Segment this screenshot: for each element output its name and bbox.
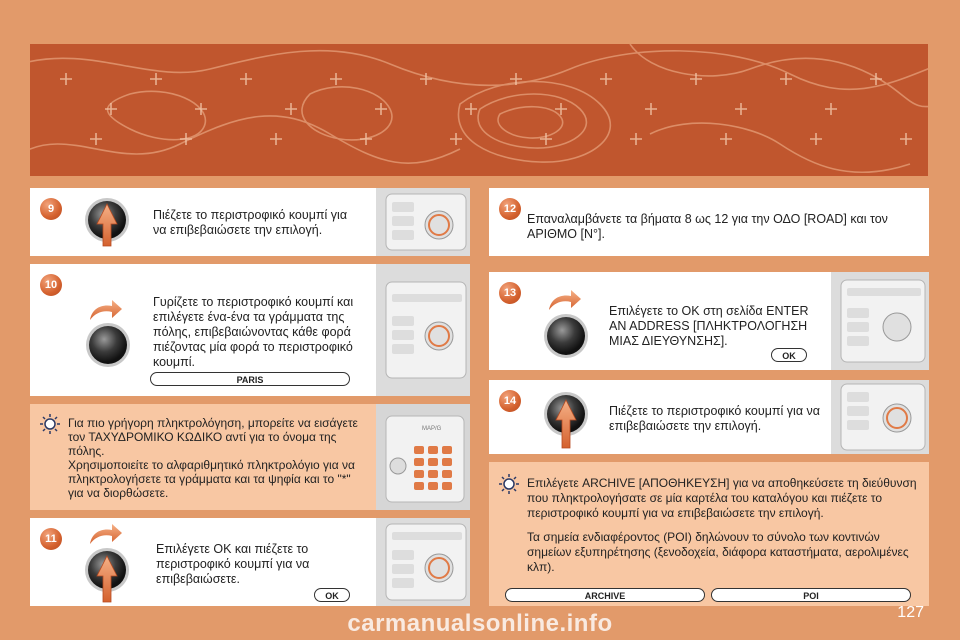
tip-text: Για πιο γρήγορη πληκτρολόγηση, μπορείτε να εισάγετε τον ΤΑΧΥΔΡΟΜΙΚΟ ΚΩΔΙΚΟ αντί για το όνομα της πόλης. Χρησιμοποιείτε το αλφαριθμητικό πληκτρολόγιο για να πληκτρολογήσετε τα γράμματα και τα ψηφία και το "*" για να διορθώσετε. <box>68 416 358 500</box>
tip-card-archive <box>489 462 929 606</box>
radio-panel-illustration <box>831 272 929 370</box>
push-knob-icon <box>80 544 134 606</box>
step-text: Πιέζετε το περιστροφικό κουμπί για να επιβεβαιώσετε την επιλογή. <box>153 208 348 237</box>
step-text: Επαναλαμβάνετε τα βήματα 8 ως 12 για την ΟΔΟ [ROAD] και τον ΑΡΙΘΜΟ [N°]. <box>527 212 888 241</box>
keypad-illustration <box>376 404 470 510</box>
tip-card-postcode <box>30 404 470 510</box>
watermark-text: carmanualsonline.info <box>347 610 613 637</box>
step-text: Επιλέγετε ΟΚ και πιέζετε το περιστροφικό κουμπί για να επιβεβαιώσετε. <box>156 542 310 586</box>
ok-button[interactable]: OK <box>771 348 807 362</box>
step-14-card <box>489 380 929 454</box>
rotate-arrow-icon <box>88 522 124 546</box>
radio-panel-illustration <box>376 188 470 256</box>
push-knob-icon <box>539 388 593 454</box>
step-11-card <box>30 518 470 606</box>
push-knob-icon <box>80 194 134 254</box>
tip-poi-text: Τα σημεία ενδιαφέροντος (POI) δηλώνουν το σύνολο των κοντινών σημείων εξυπηρέτησης (ξενοδοχεία, διάφορα καταστήματα, αερολιμένες κλπ). <box>527 530 909 574</box>
step-number-badge: 11 <box>40 528 62 550</box>
step-text: Γυρίζετε το περιστροφικό κουμπί και επιλέγετε ένα-ένα τα γράμματα της πόλης, επιβεβαιώνοντας κάθε φορά πιέζοντας μία φορά το περιστροφικό κουμπί. <box>153 295 354 369</box>
step-number-badge: 13 <box>499 282 521 304</box>
step-12-card <box>489 188 929 256</box>
step-text: Πιέζετε το περιστροφικό κουμπί για να επιβεβαιώσετε την επιλογή. <box>609 404 820 433</box>
step-13-card <box>489 272 929 370</box>
rotary-knob-icon <box>540 310 592 362</box>
sun-tip-icon <box>40 414 60 434</box>
ok-button[interactable]: OK <box>314 588 350 602</box>
rotate-arrow-icon <box>547 288 583 312</box>
rotary-knob-icon <box>83 320 133 370</box>
sun-tip-icon <box>499 474 519 494</box>
step-9-card <box>30 188 470 256</box>
step-number-badge: 10 <box>40 274 62 296</box>
page-number: 127 <box>897 604 924 621</box>
step-number-badge: 12 <box>499 198 521 220</box>
radio-panel-illustration <box>376 518 470 606</box>
step-10-card <box>30 264 470 396</box>
step-number-badge: 9 <box>40 198 62 220</box>
topographic-banner <box>30 44 928 176</box>
radio-panel-illustration <box>376 264 470 396</box>
tip-archive-text: Επιλέγετε ARCHIVE [ΑΠΟΘΗΚΕΥΣΗ] για να αποθηκεύσετε τη διεύθυνση που πληκτρολογήσατε σε μία καρτέλα του καταλόγου και πιέζετε το περιστροφικό κουμπί για να επιβεβαιώσετε την επιλογή. <box>527 476 917 520</box>
poi-button[interactable]: POI <box>711 588 911 602</box>
step-text: Επιλέγετε το ΟΚ στη σελίδα ENTER AN ADDRESS [ΠΛΗΚΤΡΟΛΟΓΗΣΗ ΜΙΑΣ ΔΙΕΥΘΥΝΣΗΣ]. <box>609 304 809 348</box>
contour-pattern <box>30 44 928 176</box>
archive-button[interactable]: ARCHIVE <box>505 588 705 602</box>
radio-panel-illustration <box>831 380 929 454</box>
keypad-label: MAP/G <box>422 426 442 432</box>
step-number-badge: 14 <box>499 390 521 412</box>
rotate-arrow-icon <box>88 298 124 322</box>
paris-button[interactable]: PARIS <box>150 372 350 386</box>
